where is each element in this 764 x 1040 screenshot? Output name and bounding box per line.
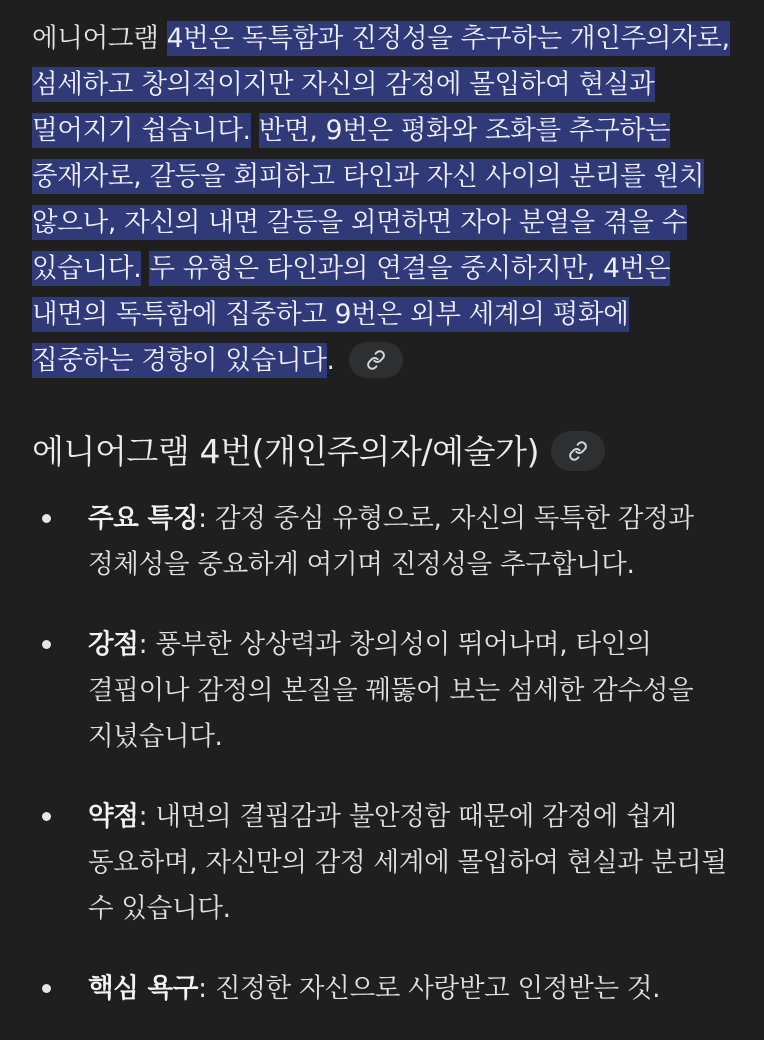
- highlighted-segment-1[interactable]: 4번은 독특함과 진정성을 추구하는 개인주의자로, 섬세하고 창의적이지만 자신의 감정에 몰입하여 현실과 멀어지기 쉽습니다.: [32, 23, 730, 146]
- link-icon: [568, 441, 588, 461]
- item-text: 감정 중심 유형으로, 자신의 독특한 감정과 정체성을 중요하게 여기며 진정성을 추구합니다.: [88, 503, 694, 580]
- item-separator: :: [198, 503, 215, 534]
- item-text: 내면의 결핍감과 불안정함 때문에 감정에 쉽게 동요하며, 자신만의 감정 세계에 몰입하여 현실과 분리될 수 있습니다.: [88, 801, 727, 924]
- intro-lead: 에니어그램: [32, 23, 167, 54]
- list-item: [32, 496, 732, 588]
- source-link-button[interactable]: [349, 342, 403, 378]
- bullet-icon: [42, 984, 51, 993]
- trait-list: [32, 496, 732, 1012]
- highlighted-segment-3[interactable]: 두 유형은 타인과의 연결을 중시하지만, 4번은 내면의 독특함에 집중하고 9번은 외부 세계의 평화에 집중하는 경향이 있습니다: [32, 253, 671, 376]
- item-term: 핵심 욕구: [88, 973, 199, 1004]
- item-separator: :: [138, 629, 156, 660]
- list-item: [32, 794, 732, 932]
- item-text: 풍부한 상상력과 창의성이 뛰어나며, 타인의 결핍이나 감정의 본질을 꿰뚫어 보는 섬세한 감수성을 지녔습니다.: [88, 629, 694, 752]
- section-heading: [32, 426, 732, 478]
- list-item: [32, 966, 732, 1012]
- bullet-icon: [42, 812, 51, 821]
- list-item: [32, 622, 732, 760]
- item-separator: :: [138, 801, 156, 832]
- link-icon: [366, 350, 386, 370]
- section-link-button[interactable]: [551, 431, 605, 471]
- highlighted-segment-2[interactable]: 반면, 9번은 평화와 조화를 추구하는 중재자로, 갈등을 회피하고 타인과 자신 사이의 분리를 원치 않으나, 자신의 내면 갈등을 외면하면 자아 분열을 겪을 수 있습니다.: [32, 115, 705, 284]
- intro-trailing-period: .: [326, 345, 335, 376]
- bullet-icon: [42, 514, 51, 523]
- item-term: 약점: [88, 801, 139, 832]
- item-text: 진정한 자신으로 사랑받고 인정받는 것.: [214, 973, 661, 1004]
- section-title: 에니어그램 4번(개인주의자/예술가): [32, 432, 540, 471]
- item-separator: :: [198, 973, 215, 1004]
- intro-paragraph: [32, 16, 732, 384]
- item-term: 주요 특징: [88, 503, 199, 534]
- item-term: 강점: [88, 629, 139, 660]
- bullet-icon: [42, 640, 51, 649]
